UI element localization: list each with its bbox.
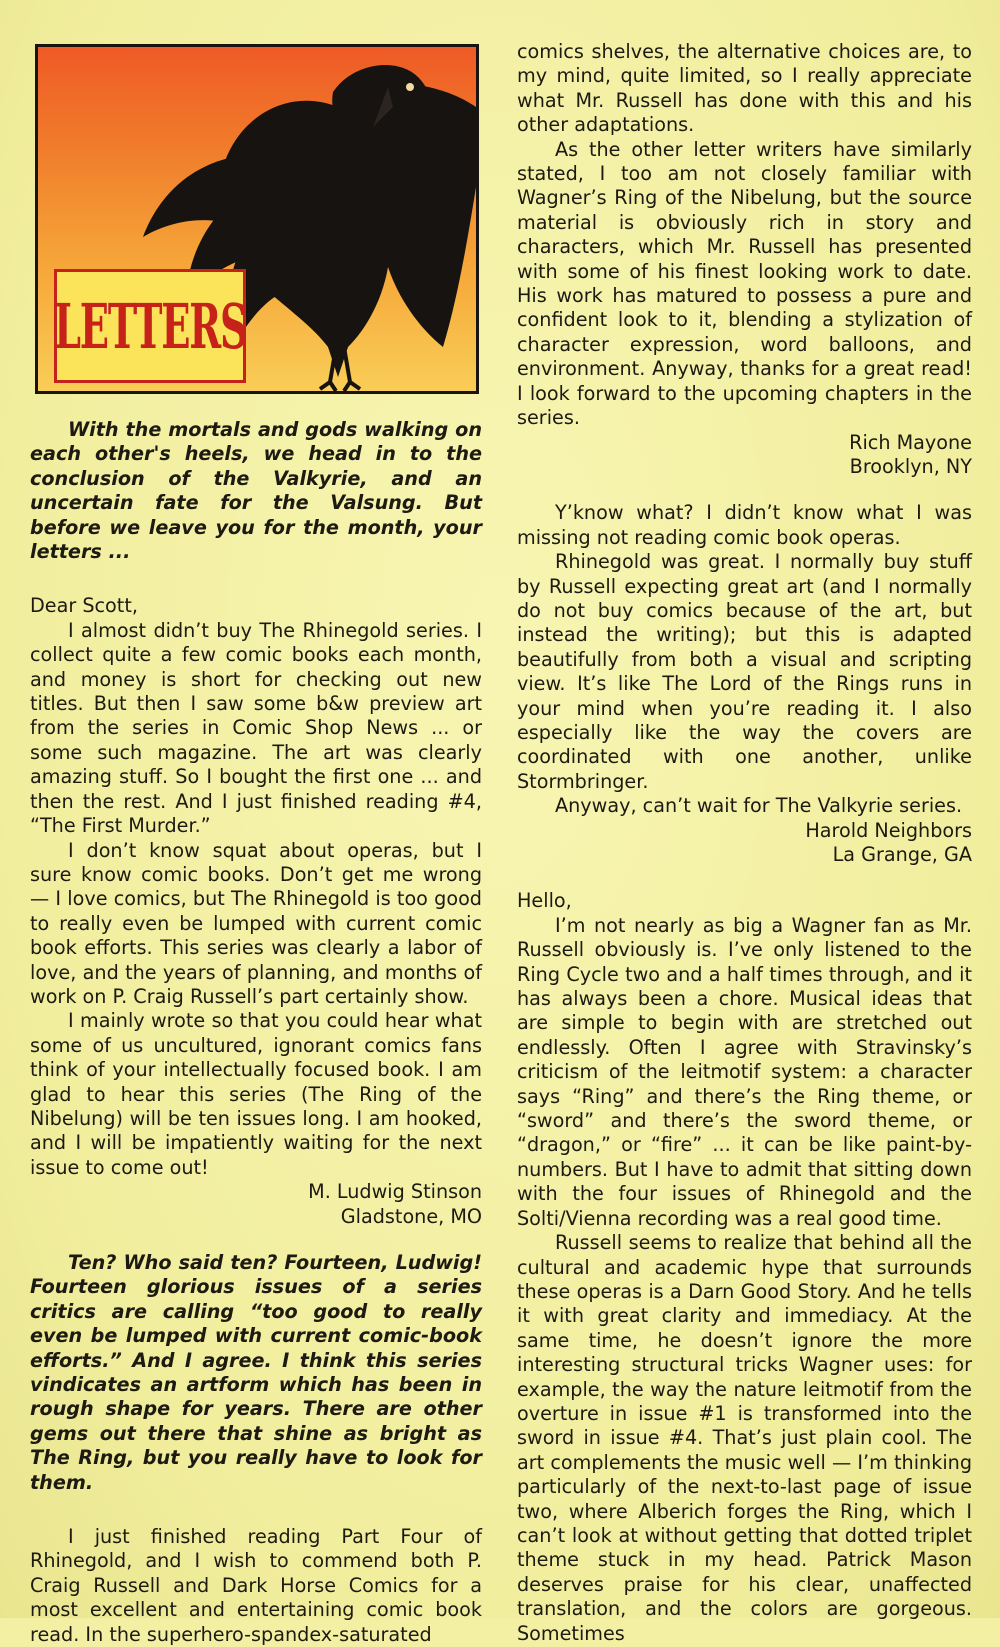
letter4-salutation: Hello, [517, 889, 572, 913]
letter3-paragraph-2: Rhinegold was great. I normally buy stuff by Russell expecting great art (and I normally do not buy comics because of the art, but instead the writing); but this is adapted beautifully from both a visual and scripting view. It’s like The Lord of the Rings runs in your mind when you’re reading it. I also especially like the way the covers are coordinated with one another, unlike Stormbringer. [517, 550, 972, 793]
letter4-paragraph-2: Russell seems to realize that behind all the cultural and academic hype that surrounds these operas is a Darn Good Story. And he tells it with great clarity and immediacy. At the same time, he doesn’t ignore the more interesting structural tricks Wagner uses: for example, the way the nature leitmotif from the overture in issue #1 is transformed into the sword in issue #4. That’s just plain cool. The art complements the music well — I’m thinking particularly of the next-to-last page of issue two, where Alberich forges the Ring, which I can’t look at without getting that dotted triplet theme stuck in my head. Patrick Mason deserves praise for his clear, unaffected translation, and the colors are gorgeous. Sometimes [517, 1231, 972, 1645]
letter1-signature-place: Gladstone, MO [340, 1204, 482, 1228]
letter1-paragraph-2: I don’t know squat about operas, but I sure know comic books. Don’t get me wrong — I love comics, but The Rhinegold is too good to really even be lumped with current comic book efforts. This series was clearly a labor of love, and the years of planning, and months of work on P. Craig Russell’s part certainly show. [30, 838, 482, 1008]
letter1-paragraph-3: I mainly wrote so that you could hear what some of us uncultured, ignorant comics fans think of your intellectually focused book. I am glad to hear this series (The Ring of the Nibelung) will be ten issues long. I am hooked, and I will be impatiently waiting for the next issue to come out! [30, 1009, 482, 1179]
letter1-signature-name: M. Ludwig Stinson [308, 1180, 482, 1204]
letter3-paragraph-1: Y’know what? I didn’t know what I was missing not reading comic book operas. [517, 501, 972, 549]
letter1-salutation: Dear Scott, [30, 594, 138, 618]
letter2-paragraph-1-start: I just finished reading Part Four of Rhinegold, and I wish to commend both P. Craig Russell and Dark Horse Comics for a most excellent and entertaining comic book read. In the superhero-spandex-saturated [30, 1525, 482, 1646]
letter3-signature-name: Harold Neighbors [805, 818, 972, 842]
spacer [30, 564, 482, 594]
editor-reply-1: Ten? Who said ten? Fourteen, Ludwig! Fourteen glorious issues of a series critics are calling “too good to really even be lumped with current comic-book efforts.” And I agree. I think this series vindicates an artform which has been in rough shape for years. There are other gems out there that shine as bright as The Ring, but you really have to look for them. [30, 1251, 482, 1494]
right-column [517, 40, 972, 1646]
letter3-paragraph-3: Anyway, can’t wait for The Valkyrie series. [555, 794, 963, 818]
letters-header-panel [35, 44, 479, 394]
spacer [30, 1495, 482, 1525]
editor-intro: With the mortals and gods walking on each other's heels, we head in to the conclusion of the Valkyrie, and an uncertain fate for the Valsung. But before we leave you for the month, your letters ... [30, 418, 482, 564]
letter2-signature-place: Brooklyn, NY [849, 454, 972, 478]
letters-title: LETTERS [53, 289, 247, 363]
letter2-paragraph-2: As the other letter writers have similarly stated, I too am not closely familiar with Wagner’s Ring of the Nibelung, but the source material is obviously rich in story and characters, which Mr. Russell has presented with some of his finest looking work to date. His work has matured to possess a pure and confident look to it, blending a stylization of character expression, word balloons, and environment. Anyway, thanks for a great read! I look forward to the upcoming chapters in the series. [517, 137, 972, 430]
spacer [30, 1229, 482, 1251]
left-column [30, 418, 482, 1647]
letters-title-box [54, 269, 246, 383]
spacer [517, 479, 972, 501]
spacer [517, 867, 972, 889]
letter1-paragraph-1: I almost didn’t buy The Rhinegold series. I collect quite a few comic books each month, and money is short for checking out new titles. But then I saw some b&w preview art from the series in Comic Shop News ... or some such magazine. The art was clearly amazing stuff. So I bought the first one ... and then the rest. And I just finished reading #4, “The First Murder.” [30, 618, 482, 838]
letter2-signature-name: Rich Mayone [849, 430, 972, 454]
letter4-paragraph-1: I’m not nearly as big a Wagner fan as Mr. Russell obviously is. I’ve only listened to the Ring Cycle two and a half times through, and it has always been a chore. Musical ideas that are simple to begin with are stretched out endlessly. Often I agree with Stravinsky’s criticism of the leitmotif system: a character says “Ring” and there’s the Ring theme, or “sword” and there’s the sword theme, or “dragon,” or “fire” ... it can be like paint-by-numbers. But I have to admit that sitting down with the four issues of Rhinegold and the Solti/Vienna recording was a real good time. [517, 913, 972, 1230]
letter3-signature-place: La Grange, GA [832, 843, 972, 866]
letter2-paragraph-1-cont: comics shelves, the alternative choices are, to my mind, quite limited, so I really appreciate what Mr. Russell has done with this and his other adaptations. [517, 40, 972, 137]
